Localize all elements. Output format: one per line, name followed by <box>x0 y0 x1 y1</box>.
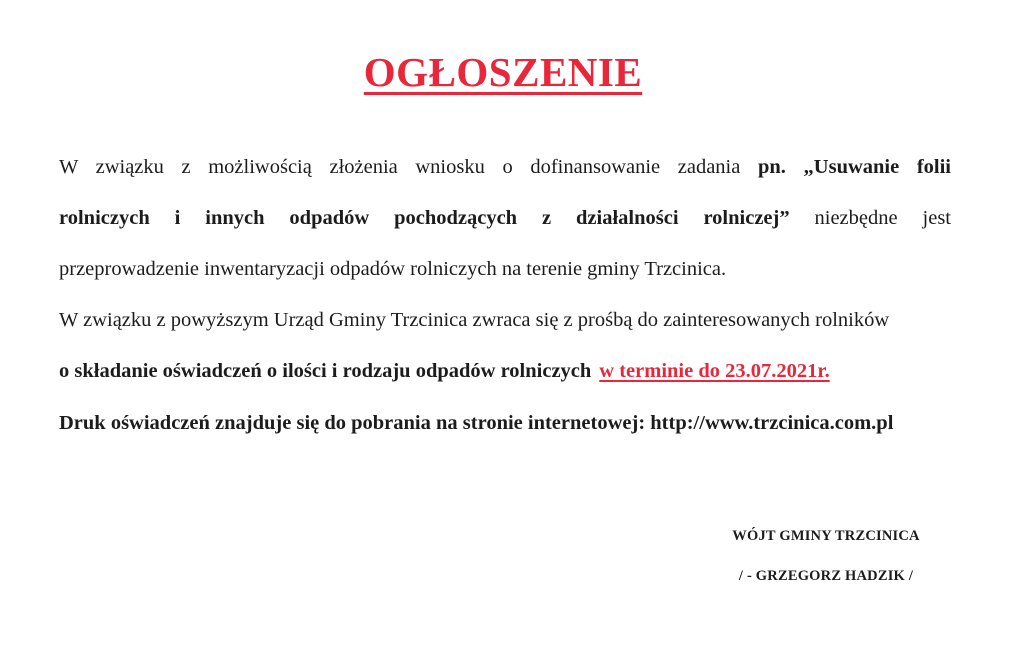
download-info-text: Druk oświadczeń znajduje się do pobrania na stronie internetowej: http://www.trzcinica.com.pl <box>59 412 894 434</box>
line5-bold-text: o składanie oświadczeń o ilości i rodzaju odpadów rolniczych <box>59 360 592 382</box>
line2-bold-text: rolniczych i innych odpadów pochodzących z działalności rolniczej” <box>59 207 790 229</box>
deadline-text: w terminie do 23.07.2021r. <box>599 360 830 382</box>
body-line-6 <box>59 408 951 438</box>
body-line-2 <box>59 203 951 233</box>
signature-name: / - GRZEGORZ HADZIK / <box>738 568 914 584</box>
signature-role: WÓJT GMINY TRZCINICA <box>732 528 920 544</box>
body-line-1 <box>59 152 951 182</box>
body-line-3: przeprowadzenie inwentaryzacji odpadów rolniczych na terenie gminy Trzcinica. <box>59 258 727 280</box>
body-line-4: W związku z powyższym Urząd Gminy Trzcinica zwraca się z prośbą do zainteresowanych rolników <box>59 309 890 331</box>
document-title: OGŁOSZENIE <box>363 49 643 95</box>
line1-bold-text: pn. „Usuwanie folii <box>757 156 951 178</box>
body-line-5 <box>59 356 951 386</box>
line2-regular-text: niezbędne jest <box>789 207 951 229</box>
line1-regular-text: W związku z możliwością złożenia wniosku o dofinansowanie zadania <box>59 156 758 178</box>
